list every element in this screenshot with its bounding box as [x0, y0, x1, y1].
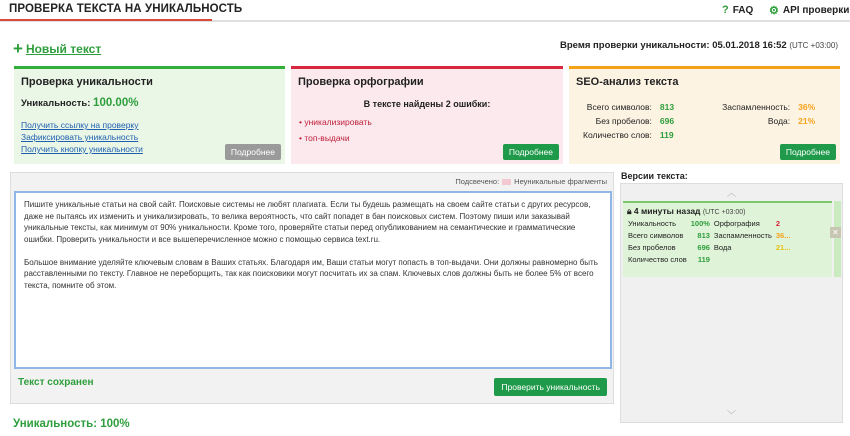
- version-stats: [626, 218, 792, 266]
- v-spam-value: 36...: [775, 231, 791, 240]
- spam-value: 36%: [798, 102, 816, 112]
- version-card[interactable]: [623, 201, 832, 277]
- error-word: уникализировать: [304, 117, 372, 127]
- text-paragraph: Большое внимание уделяйте ключевым словам в Ваших статьях. Благодаря им, Ваши статьи могут попасть в топ-выдачи. Они должны равномерно быть расставленными по тексту. Главное не переборщить, так как поисковики могут посчитать их за спам. Ключевых слов должны быть не более 5% от всего текста, помните об этом.: [24, 257, 598, 290]
- versions-panel: [620, 183, 843, 423]
- help-icon: ?: [722, 4, 729, 16]
- uniqueness-title: Проверка уникальности: [21, 76, 153, 88]
- versions-title: Версии текста:: [621, 171, 688, 181]
- nospace-value: 696: [659, 116, 675, 126]
- v-nospace-value: 696: [697, 243, 710, 252]
- legend-swatch: [502, 179, 511, 185]
- check-time-value: 05.01.2018 16:52: [712, 40, 787, 51]
- error-word: топ-выдачи: [304, 133, 350, 143]
- plus-icon: +: [13, 39, 23, 58]
- words-value: 119: [659, 130, 674, 140]
- result-uniqueness: Уникальность: 100%: [13, 418, 130, 430]
- legend-label: Подсвечено:: [455, 177, 500, 186]
- fix-uniqueness-link[interactable]: Зафиксировать уникальность: [21, 132, 139, 142]
- saved-status: Текст сохранен: [18, 377, 94, 388]
- v-words-label: Количество слов: [628, 255, 687, 264]
- title-underline: [0, 19, 212, 21]
- faq-link[interactable]: [722, 4, 753, 16]
- check-time: [560, 40, 838, 51]
- uniqueness-result: [21, 97, 138, 109]
- check-uniqueness-button[interactable]: Проверить уникальность: [494, 378, 607, 396]
- v-chars-label: Всего символов: [628, 231, 684, 240]
- spelling-panel: [291, 66, 563, 164]
- v-chars-value: 813: [697, 231, 710, 240]
- scroll-up-arrow[interactable]: ︿: [726, 188, 736, 198]
- error-list: [299, 117, 372, 143]
- legend-item: Неуникальные фрагменты: [514, 177, 607, 186]
- version-side-bar: [834, 201, 841, 277]
- error-item[interactable]: • уникализировать: [299, 117, 372, 127]
- uniqueness-panel: [14, 66, 285, 164]
- v-spam-label: Заспамленность: [713, 231, 772, 240]
- seo-more-button[interactable]: Подробнее: [780, 144, 836, 160]
- close-icon[interactable]: ✕: [830, 227, 841, 238]
- v-water-label: Вода: [713, 243, 732, 252]
- new-text-label: Новый текст: [25, 41, 102, 56]
- errors-found: В тексте найдены 2 ошибки:: [363, 99, 491, 109]
- version-time: [627, 206, 745, 217]
- chars-label: Всего символов:: [586, 102, 652, 112]
- faq-label: FAQ: [732, 4, 754, 16]
- get-link-link[interactable]: Получить ссылку на проверку: [21, 120, 139, 130]
- api-label: API проверки: [782, 5, 850, 16]
- check-time-tz: (UTC +03:00): [789, 41, 838, 50]
- top-bar: [0, 0, 850, 22]
- words-label: Количество слов:: [583, 130, 652, 140]
- spam-label: Заспамленность:: [722, 102, 791, 112]
- lock-icon: 🔒︎: [627, 206, 632, 216]
- text-editor[interactable]: [14, 191, 612, 369]
- version-when: 4 минуты назад: [633, 206, 701, 216]
- v-uniq-label: Уникальность: [628, 219, 677, 228]
- uniqueness-label: Уникальность:: [21, 98, 91, 109]
- seo-panel: [569, 66, 840, 164]
- uniqueness-more-button[interactable]: Подробнее: [225, 144, 281, 160]
- highlight-legend: [455, 177, 607, 186]
- get-button-link[interactable]: Получить кнопку уникальности: [21, 144, 143, 154]
- v-water-value: 21...: [775, 243, 791, 252]
- water-label: Вода:: [767, 116, 791, 126]
- error-item[interactable]: • топ-выдачи: [299, 133, 350, 143]
- editor-panel: [10, 172, 614, 404]
- nospace-label: Без пробелов:: [595, 116, 652, 126]
- seo-title: SEO-анализ текста: [576, 76, 679, 88]
- uniqueness-value: 100.00%: [93, 97, 139, 109]
- gear-icon: ⚙: [769, 5, 779, 17]
- new-text-link[interactable]: [13, 40, 101, 57]
- spelling-more-button[interactable]: Подробнее: [503, 144, 559, 160]
- text-paragraph: Пишите уникальные статьи на свой сайт. Поисковые системы не любят плагиата. Если ты будешь размещать на своем сайте статьи с других ресурсов, даже не пытаясь их изменить и уникализировать, то велика вероятность, что сайт попадет в бан поисковых систем. Поэтому пиши или заказывай уникальные тексты, как минимум от 90% уникальности. Кроме того, проверяйте статьи перед опубликованием на семантические и грамматические ошибки. Проверить уникальности и все вышеперечисленное можно с помощью сервиса text.ru.: [24, 200, 591, 244]
- spelling-title: Проверка орфографии: [298, 76, 424, 88]
- version-tz: (UTC +03:00): [702, 209, 746, 216]
- v-nospace-label: Без пробелов: [628, 243, 676, 252]
- v-spell-value: 2: [775, 219, 781, 228]
- v-words-value: 119: [697, 255, 710, 264]
- chars-value: 813: [659, 102, 675, 112]
- water-value: 21%: [798, 116, 816, 126]
- check-time-label: Время проверки уникальности:: [560, 40, 710, 51]
- seo-stats: [579, 101, 819, 143]
- v-spell-label: Орфография: [713, 219, 760, 228]
- uniqueness-links: [21, 120, 143, 154]
- api-link[interactable]: [769, 4, 849, 17]
- scroll-down-arrow[interactable]: ﹀: [726, 410, 736, 420]
- v-uniq-value: 100%: [690, 219, 710, 228]
- page-title: ПРОВЕРКА ТЕКСТА НА УНИКАЛЬНОСТЬ: [9, 3, 243, 15]
